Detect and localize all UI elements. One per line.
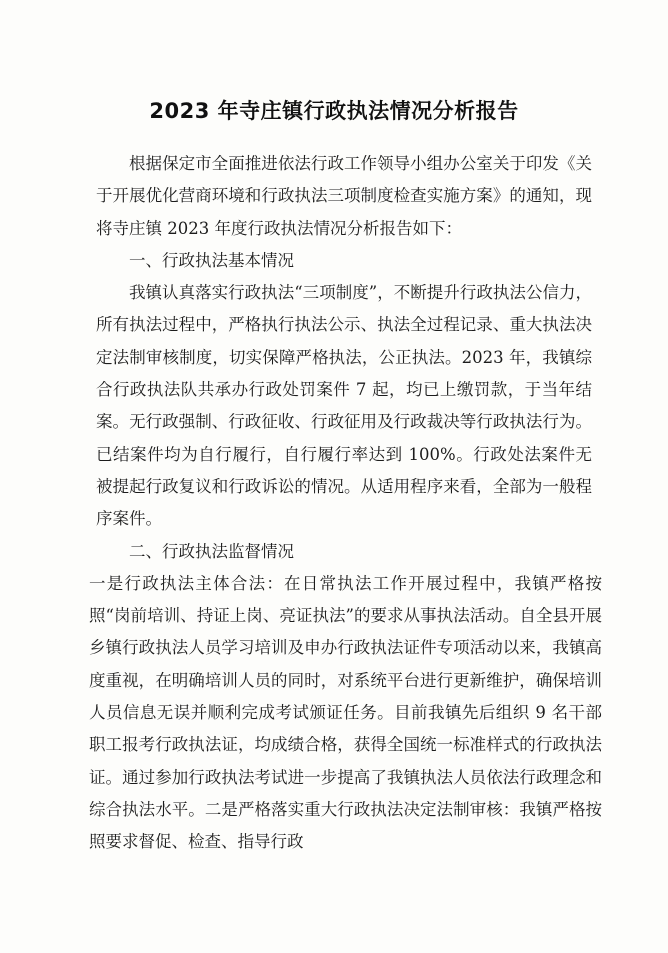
- section-1-heading: 一、行政执法基本情况: [129, 250, 294, 270]
- section-1-paragraph: 我镇认真落实行政执法“三项制度”，不断提升行政执法公信力，所有执法过程中，严格执行执法公示、执法全过程记录、重大执法决定法制审核制度，切实保障严格执法，公正执法。2023 年，我镇综合行政执法队共承办行政处罚案件 7 起，均已上缴罚款，于当年结案。无行政强制、行政征收、行政征用及行政裁决等行政执法行为。已结案件均为自行履行，自行履行率达到 100%。行政处法案件无被提起行政复议和行政诉讼的情况。从适用程序来看，全部为一般程序案件。: [96, 283, 592, 529]
- document-title: 2023 年寺庄镇行政执法情况分析报告: [149, 99, 519, 123]
- section-2-paragraph: 一是行政执法主体合法：在日常执法工作开展过程中，我镇严格按照“岗前培训、持证上岗、亮证执法”的要求从事执法活动。自全县开展乡镇行政执法人员学习培训及申办行政执法证件专项活动以来，我镇高度重视，在明确培训人员的同时，对系统平台进行更新维护，确保培训人员信息无误并顺利完成考试颁证任务。目前我镇先后组织 9 名干部职工报考行政执法证，均成绩合格，获得全国统一标准样式的行政执法证。通过参加行政执法考试进一步提高了我镇执法人员依法行政理念和综合执法水平。二是严格落实重大行政执法决定法制审核：我镇严格按照要求督促、检查、指导行政: [89, 573, 602, 852]
- intro-paragraph: 根据保定市全面推进依法行政工作领导小组办公室关于印发《关于开展优化营商环境和行政执法三项制度检查实施方案》的通知，现将寺庄镇 2023 年度行政执法情况分析报告如下：: [96, 154, 592, 238]
- document-body: [89, 148, 602, 859]
- section-2-heading: 二、行政执法监督情况: [129, 541, 294, 561]
